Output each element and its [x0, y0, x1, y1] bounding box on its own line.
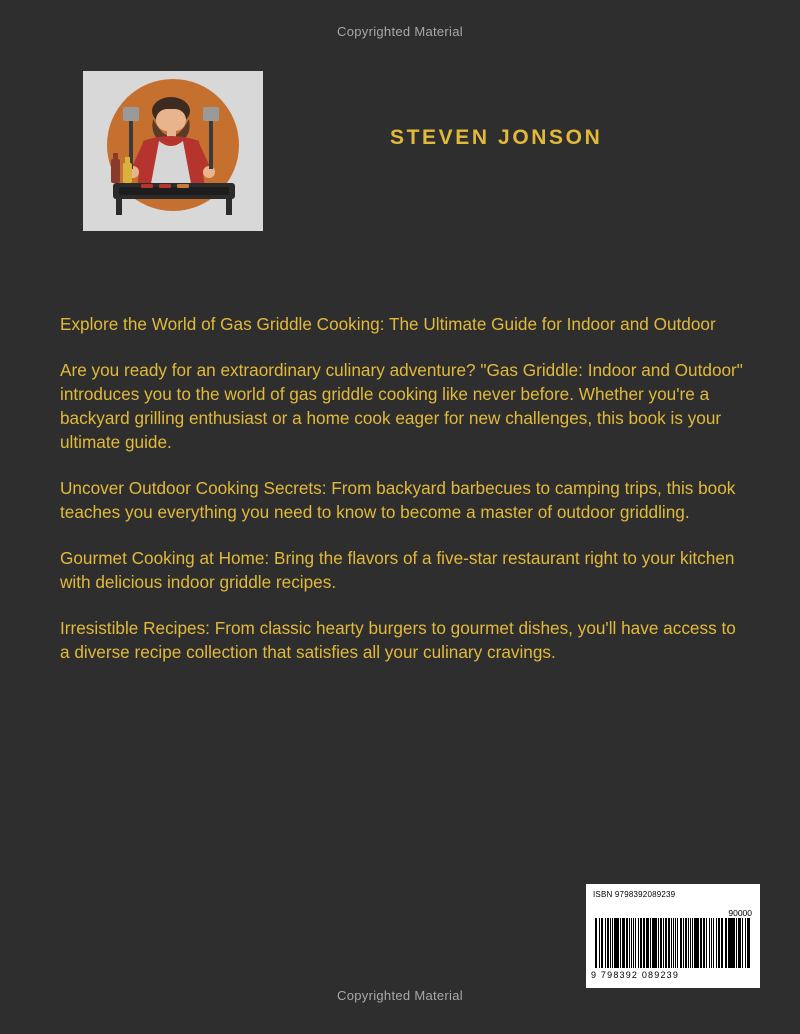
copyright-watermark-bottom: Copyrighted Material [337, 988, 463, 1003]
publisher-logo [83, 71, 263, 231]
copyright-watermark-top: Copyrighted Material [337, 24, 463, 39]
isbn-label: ISBN 9798392089239 [593, 890, 676, 899]
blurb-paragraph-1: Explore the World of Gas Griddle Cooking: The Ultimate Guide for Indoor and Outdoor [60, 314, 716, 334]
griddle-chef-icon [83, 71, 263, 231]
barcode-bars [595, 918, 751, 968]
blurb-paragraph-4: Gourmet Cooking at Home: Bring the flavors of a five-star restaurant right to your kitchen with delicious indoor griddle recipes. [60, 548, 735, 592]
back-cover-blurb [60, 312, 750, 664]
isbn-barcode [586, 884, 760, 988]
blurb-paragraph-2: Are you ready for an extraordinary culinary adventure? "Gas Griddle: Indoor and Outdoor" introduces you to the world of gas griddle cooking like never before. Whether you're a backyard grilling enthusiast or a home cook eager for new challenges, this book is your ultimate guide. [60, 360, 743, 452]
price-code-label: 90000 [728, 908, 752, 918]
author-name: STEVEN JONSON [390, 126, 603, 149]
blurb-paragraph-3: Uncover Outdoor Cooking Secrets: From backyard barbecues to camping trips, this book teaches you everything you need to know to become a master of outdoor griddling. [60, 478, 736, 522]
ean-digits: 9 798392 089239 [591, 970, 680, 980]
blurb-paragraph-5: Irresistible Recipes: From classic hearty burgers to gourmet dishes, you'll have access to a diverse recipe collection that satisfies all your culinary cravings. [60, 618, 736, 662]
